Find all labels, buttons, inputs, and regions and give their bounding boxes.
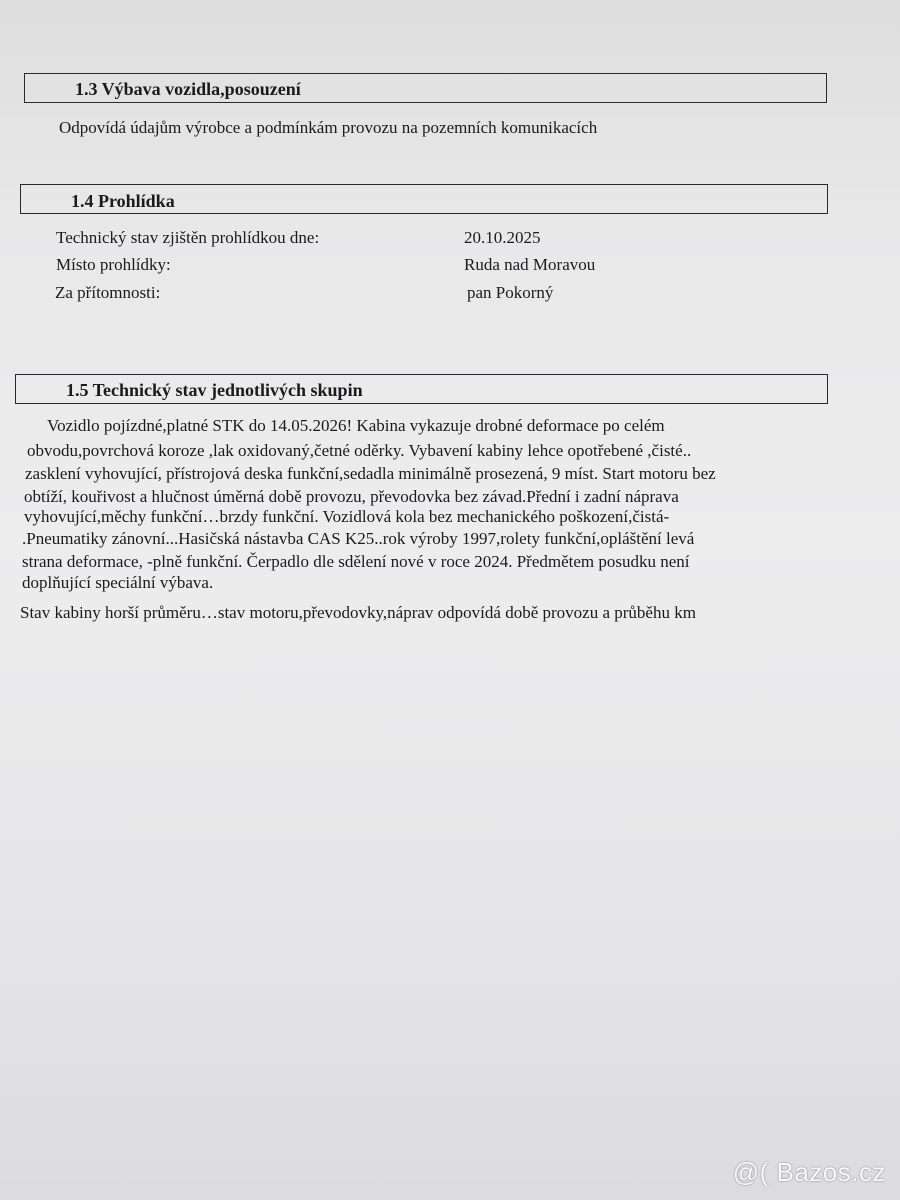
section-1-3-heading: 1.3 Výbava vozidla,posouzení [75, 79, 301, 99]
condition-summary: Stav kabiny horší průměru…stav motoru,převodovky,náprav odpovídá době provozu a průběhu km [20, 603, 696, 622]
presence-value: pan Pokorný [467, 283, 554, 302]
paragraph-line: .Pneumatiky zánovní...Hasičská nástavba CAS K25..rok výroby 1997,rolety funkční,opláštění levá [22, 529, 695, 548]
inspection-date-label: Technický stav zjištěn prohlídkou dne: [56, 228, 320, 247]
presence-label: Za přítomnosti: [55, 283, 161, 302]
inspection-place-value: Ruda nad Moravou [464, 255, 596, 274]
inspection-date-value: 20.10.2025 [464, 228, 541, 247]
bazos-watermark: @( Bazos.cz [732, 1157, 886, 1187]
paragraph-line: zasklení vyhovující, přístrojová deska funkční,sedadla minimálně prosezená, 9 míst. Start motoru bez [25, 464, 716, 483]
paragraph-line: doplňující speciální výbava. [22, 573, 214, 592]
paragraph-line: Vozidlo pojízdné,platné STK do 14.05.2026! Kabina vykazuje drobné deformace po celém [47, 416, 665, 435]
paragraph-line: obvodu,povrchová koroze ,lak oxidovaný,četné oděrky. Vybavení kabiny lehce opotřebené ,čisté.. [27, 441, 692, 460]
section-1-5-heading: 1.5 Technický stav jednotlivých skupin [66, 380, 363, 400]
paragraph-line: vyhovující,měchy funkční…brzdy funkční. Vozidlová kola bez mechanického poškození,čistá- [24, 507, 670, 526]
paragraph-line: strana deformace, -plně funkční. Čerpadlo dle sdělení nové v roce 2024. Předmětem posudku není [22, 552, 690, 571]
section-1-4-heading: 1.4 Prohlídka [71, 191, 175, 211]
inspection-place-label: Místo prohlídky: [56, 255, 171, 274]
section-1-3-text: Odpovídá údajům výrobce a podmínkám provozu na pozemních komunikacích [59, 118, 598, 137]
paragraph-line: obtíží, kouřivost a hlučnost úměrná době provozu, převodovka bez závad.Přední i zadní náprava [24, 487, 679, 506]
